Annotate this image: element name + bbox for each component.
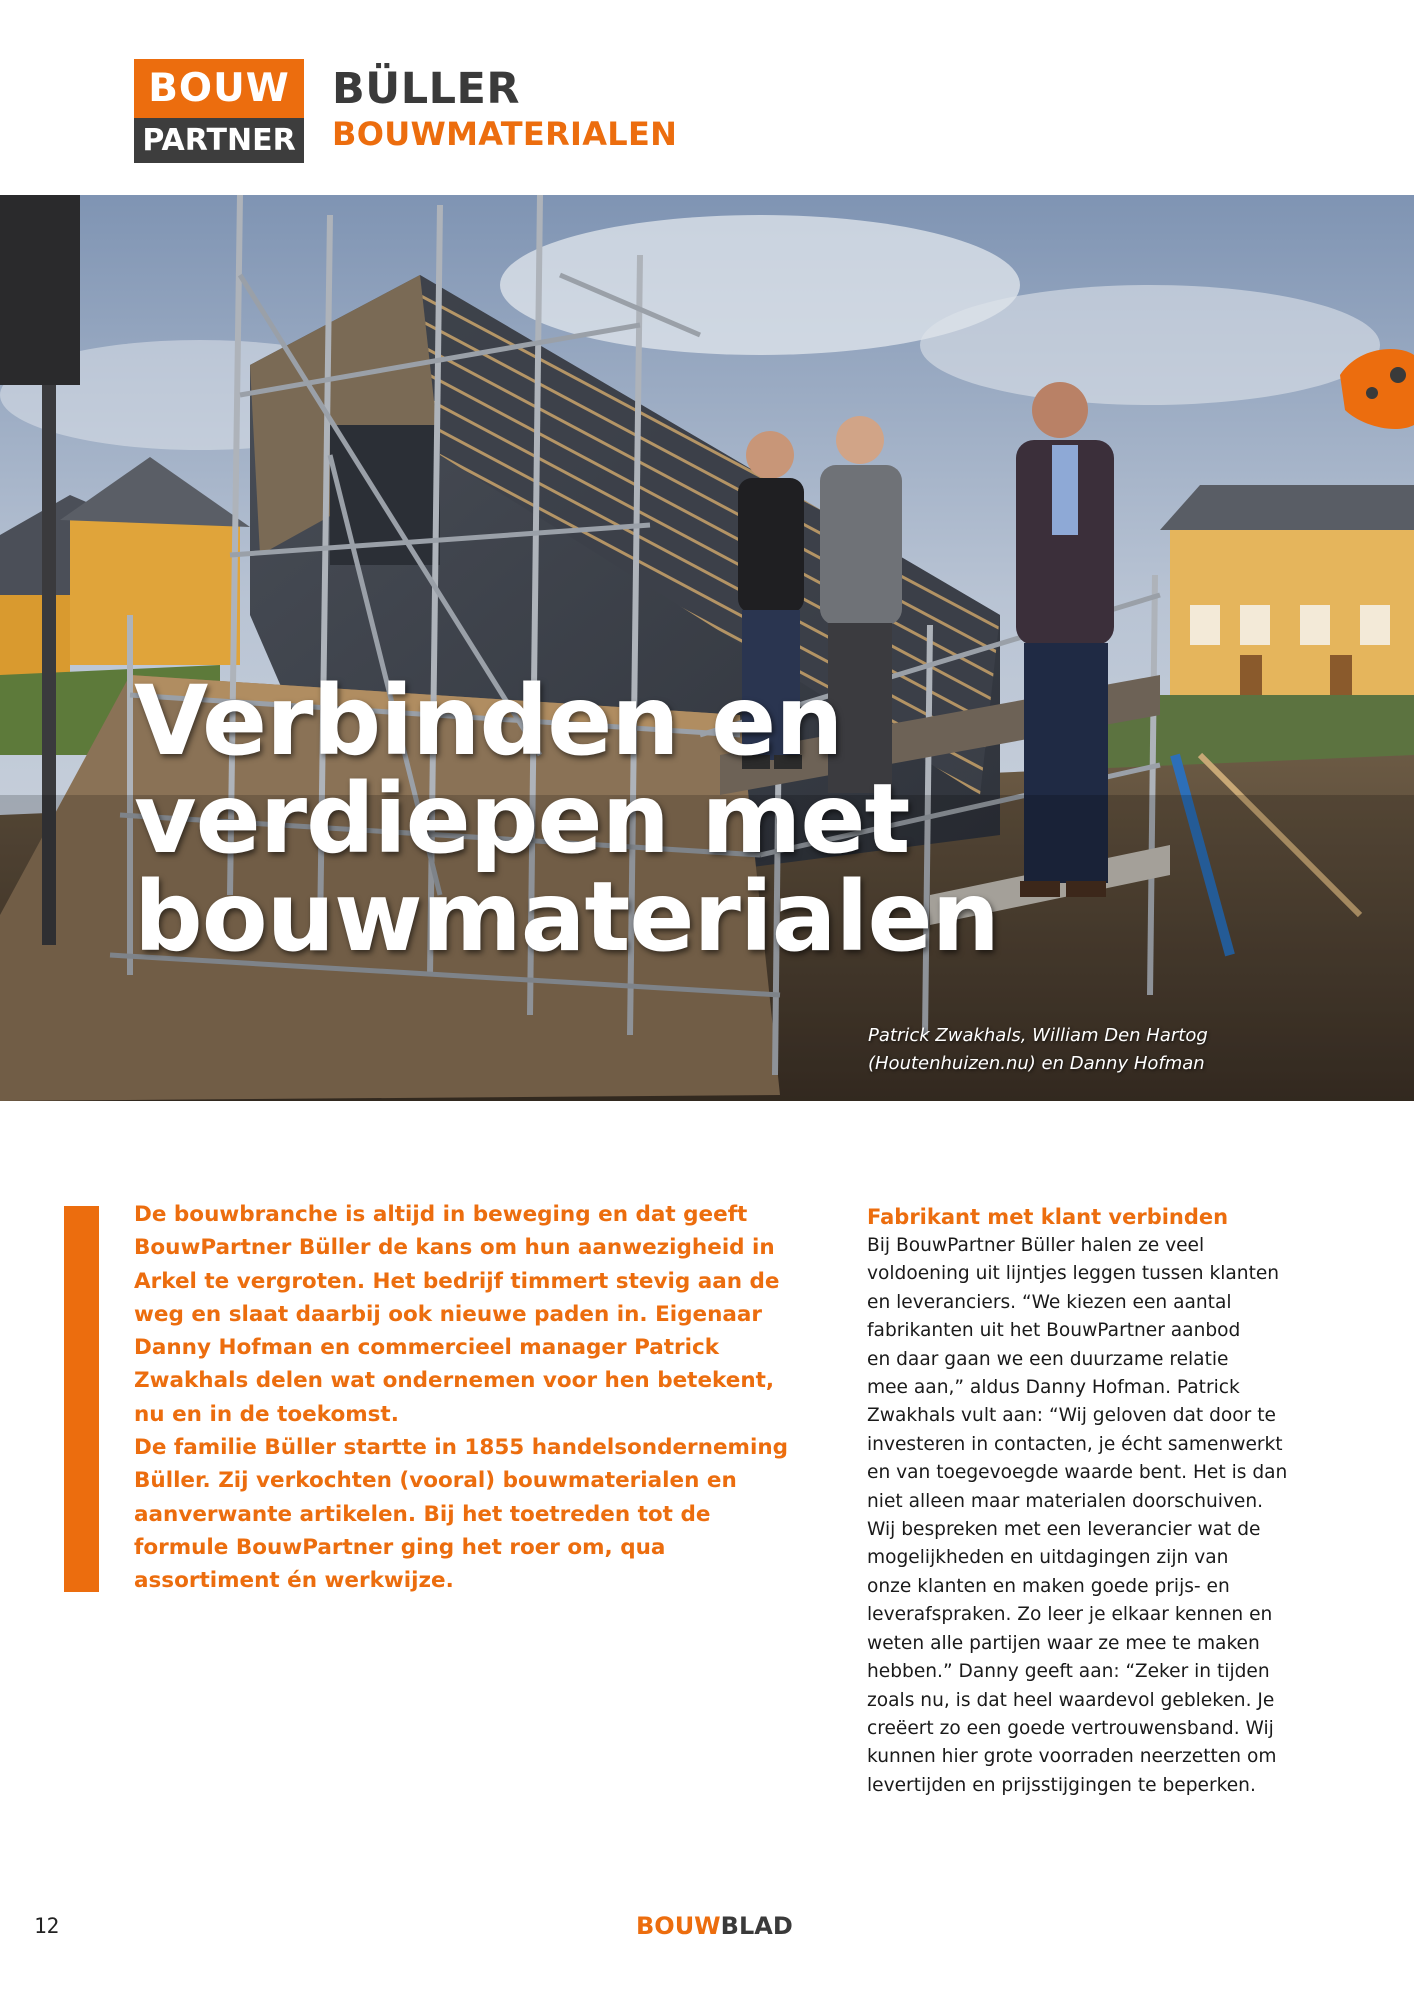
hero-title [134,665,999,973]
bouwpartner-logo [134,59,304,163]
section-heading: Fabrikant met klant verbinden [867,1205,1229,1229]
caption-line: Patrick Zwakhals, William Den Hartog [868,1025,1208,1046]
article-line: onze klanten en maken goede prijs- en [867,1575,1230,1597]
intro-paragraph: De familie Büller startte in 1855 handelsonderneming Büller. Zij verkochten (vooral) bouwmaterialen en aanverwante artikelen. Bij het toetreden tot de formule BouwPartner ging het roer om, qua assortiment én werkwijze. [134,1435,789,1594]
article-line: investeren in contacten, je écht samenwerkt [867,1433,1283,1455]
article-line: leverafspraken. Zo leer je elkaar kennen en [867,1604,1273,1626]
footer-brand-part: BLAD [720,1912,793,1940]
article-line: Wij bespreken met een leverancier wat de [867,1519,1261,1541]
footer-brand-part: BOUW [636,1912,721,1940]
intro-paragraph: De bouwbranche is altijd in beweging en dat geeft BouwPartner Büller de kans om hun aanwezigheid in Arkel te vergroten. Het bedrijf timmert stevig aan de weg en slaat daarbij ook nieuwe paden in. Eigenaar Danny Hofman en commercieel manager Patrick Zwakhals delen wat ondernemen voor hen betekent, nu en in de toekomst. [134,1202,780,1427]
article-line: levertijden en prijsstijgingen te beperken. [867,1774,1256,1796]
article-line: voldoening uit lijntjes leggen tussen klanten [867,1263,1280,1285]
article-line: mee aan,” aldus Danny Hofman. Patrick [867,1377,1240,1399]
photo-caption [868,1022,1288,1078]
article-line: zoals nu, is dat heel waardevol gebleken. Je [867,1689,1275,1711]
article-line: hebben.” Danny geeft aan: “Zeker in tijden [867,1661,1270,1683]
logo-bottom-label: PARTNER [134,118,304,163]
article-line: en van toegevoegde waarde bent. Het is dan [867,1462,1288,1484]
article-line: Zwakhals vult aan: “Wij geloven dat door te [867,1405,1276,1427]
logo-top-label: BOUW [134,59,304,118]
footer-brand [636,1912,793,1940]
hero-photo [0,195,1414,1101]
intro-text [134,1198,804,1598]
article-line: Bij BouwPartner Büller halen ze veel [867,1235,1205,1256]
article-line: weten alle partijen waar ze mee te maken [867,1632,1260,1654]
article-line: en daar gaan we een duurzame relatie [867,1348,1229,1370]
brand-subtitle: BOUWMATERIALEN [332,115,678,153]
article-line: fabrikanten uit het BouwPartner aanbod [867,1320,1241,1342]
brand-name: BÜLLER [332,64,520,114]
page-number: 12 [34,1914,60,1938]
article-line: niet alleen maar materialen doorschuiven. [867,1490,1264,1512]
hero-title-line: Verbinden en [134,665,843,777]
intro-accent-bar [64,1206,99,1592]
article-line: en leveranciers. “We kiezen een aantal [867,1291,1232,1313]
caption-line: (Houtenhuizen.nu) en Danny Hofman [868,1053,1205,1074]
article-line: mogelijkheden en uitdagingen zijn van [867,1547,1229,1569]
hero-title-line: verdiepen met [134,763,910,875]
hero-title-line: bouwmaterialen [134,861,999,973]
article-body [867,1232,1327,1800]
article-line: creëert zo een goede vertrouwensband. Wij [867,1717,1274,1739]
article-line: kunnen hier grote voorraden neerzetten om [867,1746,1277,1768]
